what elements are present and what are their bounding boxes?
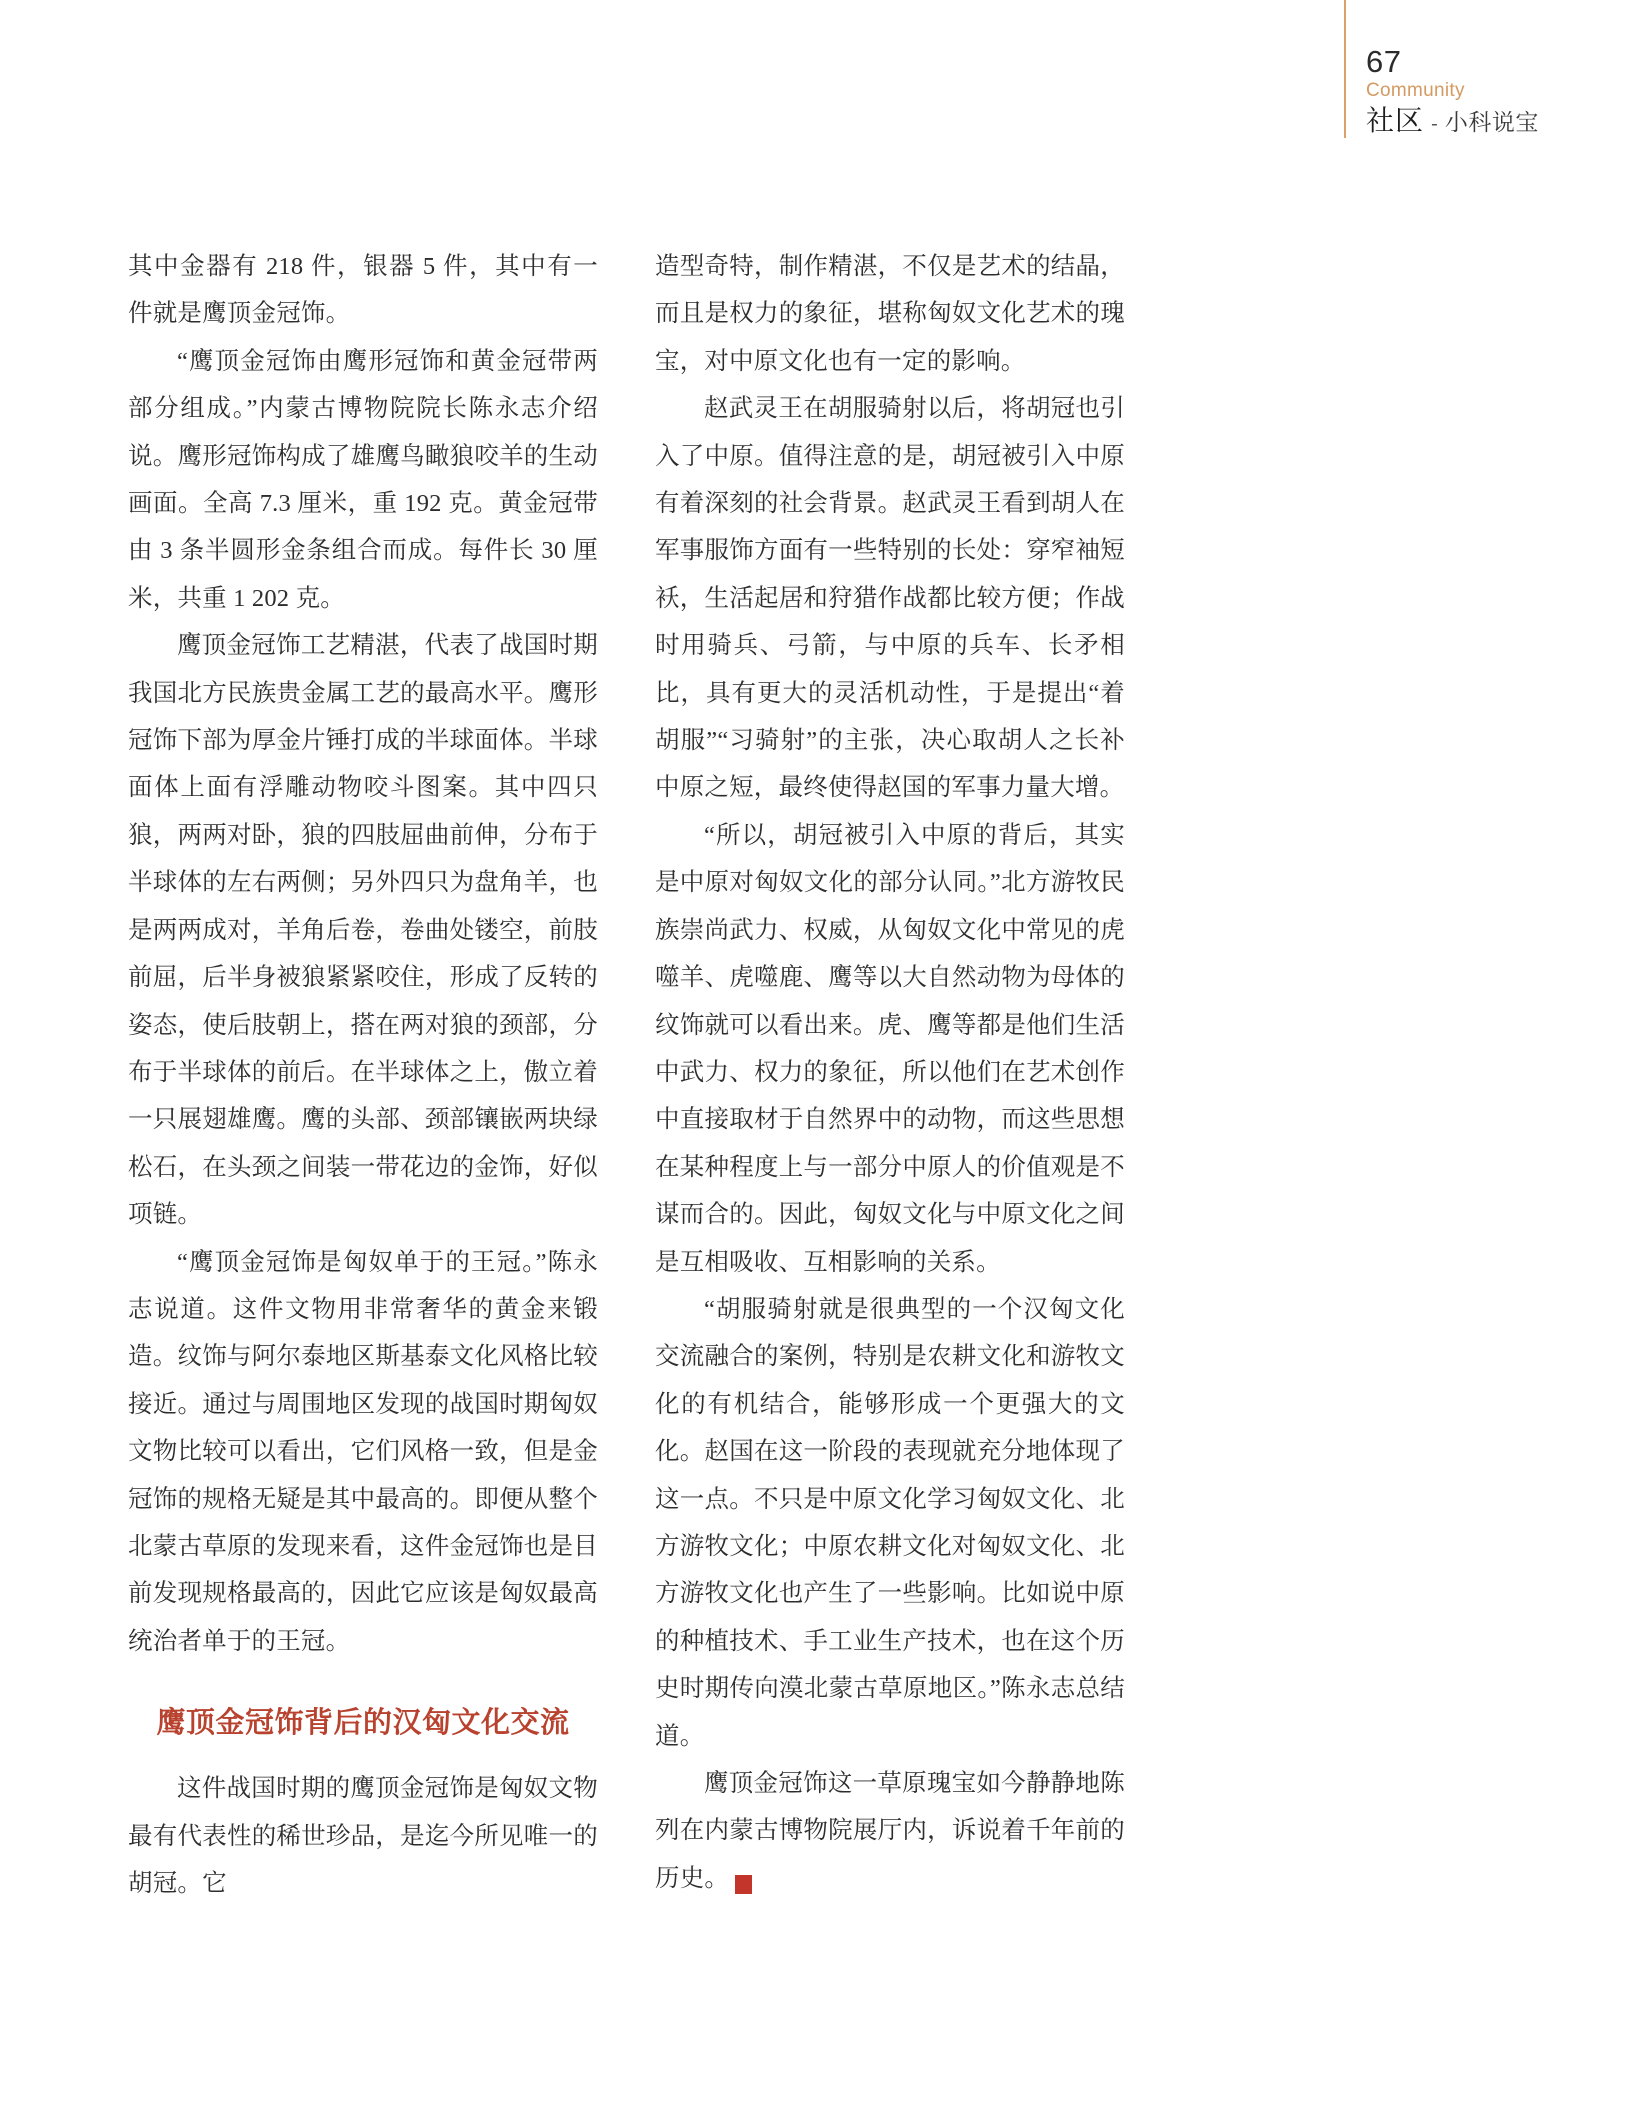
paragraph-final [655,1760,1125,1902]
paragraph: “鹰顶金冠饰是匈奴单于的王冠。”陈永志说道。这件文物用非常奢华的黄金来锻造。纹饰与阿尔泰地区斯基泰文化风格比较接近。通过与周围地区发现的战国时期匈奴文物比较可以看出，它们风格一致，但是金冠饰的规格无疑是其中最高的。即便从整个北蒙古草原的发现来看，这件金冠饰也是目前发现规格最高的，因此它应该是匈奴最高统治者单于的王冠。 [128,1248,598,1655]
section-subtitle-chinese: 小科说宝 [1444,110,1539,136]
paragraph: “所以，胡冠被引入中原的背后，其实是中原对匈奴文化的部分认同。”北方游牧民族崇尚武力、权威，从匈奴文化中常见的虎噬羊、虎噬鹿、鹰等以大自然动物为母体的纹饰就可以看出来。虎、鹰等都是他们生活中武力、权力的象征，所以他们在艺术创作中直接取材于自然界中的动物，而这些思想在某种程度上与一部分中原人的价值观是不谋而合的。因此，匈奴文化与中原文化之间是互相吸收、互相影响的关系。 [655,821,1125,1276]
header-accent-rule [1344,0,1346,138]
paragraph: “胡服骑射就是很典型的一个汉匈文化交流融合的案例，特别是农耕文化和游牧文化的有机结合，能够形成一个更强大的文化。赵国在这一阶段的表现就充分地体现了这一点。不只是中原文化学习匈奴文化、北方游牧文化；中原农耕文化对匈奴文化、北方游牧文化也产生了一些影响。比如说中原的种植技术、手工业生产技术，也在这个历史时期传向漠北蒙古草原地区。”陈永志总结道。 [655,1295,1125,1750]
paragraph: 赵武灵王在胡服骑射以后，将胡冠也引入了中原。值得注意的是，胡冠被引入中原有着深刻的社会背景。赵武灵王看到胡人在军事服饰方面有一些特别的长处：穿窄袖短袄，生活起居和狩猎作战都比较方便；作战时用骑兵、弓箭，与中原的兵车、长矛相比，具有更大的灵活机动性，于是提出“着胡服”“习骑射”的主张，决心取胡人之长补中原之短，最终使得赵国的军事力量大增。 [655,395,1125,802]
paragraph: 造型奇特，制作精湛，不仅是艺术的结晶，而且是权力的象征，堪称匈奴文化艺术的瑰宝，对中原文化也有一定的影响。 [655,253,1125,375]
paragraph: “鹰顶金冠饰由鹰形冠饰和黄金冠带两部分组成。”内蒙古博物院院长陈永志介绍说。鹰形冠饰构成了雄鹰鸟瞰狼咬羊的生动画面。全高 7.3 厘米，重 192 克。黄金冠带由 3 条半圆形金条组合而成。每件长 30 厘米，共重 1 202 克。 [128,347,598,612]
article-subheading: 鹰顶金冠饰背后的汉匈文化交流 [156,1705,570,1740]
paragraph: 这件战国时期的鹰顶金冠饰是匈奴文物最有代表性的稀世珍品，是迄今所见唯一的胡冠。它 [128,1775,598,1897]
section-name-chinese-group [1366,105,1539,139]
paragraph: 其中金器有 218 件，银器 5 件，其中有一件就是鹰顶金冠饰。 [128,253,598,328]
paragraph: 鹰顶金冠饰工艺精湛，代表了战国时期我国北方民族贵金属工艺的最高水平。鹰形冠饰下部为厚金片锤打成的半球面体。半球面体上面有浮雕动物咬斗图案。其中四只狼，两两对卧，狼的四肢屈曲前伸，分布于半球体的左右两侧；另外四只为盘角羊，也是两两成对，羊角后卷，卷曲处镂空，前肢前屈，后半身被狼紧紧咬住，形成了反转的姿态，使后肢朝上，搭在两对狼的颈部，分布于半球体的前后。在半球体之上，傲立着一只展翅雄鹰。鹰的头部、颈部镶嵌两块绿松石，在头颈之间装一带花边的金饰，好似项链。 [128,632,598,1229]
page-number: 67 [1366,44,1402,79]
section-name-chinese: 社区 [1366,104,1425,137]
page-header [1344,0,1625,160]
section-name-english: Community [1366,80,1465,101]
section-separator: - [1431,113,1438,135]
paragraph-text: 鹰顶金冠饰这一草原瑰宝如今静静地陈列在内蒙古博物院展厅内，诉说着千年前的历史。 [655,1770,1125,1892]
right-text-column [655,243,1125,1902]
header-text-block [1366,46,1539,139]
left-text-column [128,243,598,1907]
article-end-marker: S [735,1875,752,1894]
